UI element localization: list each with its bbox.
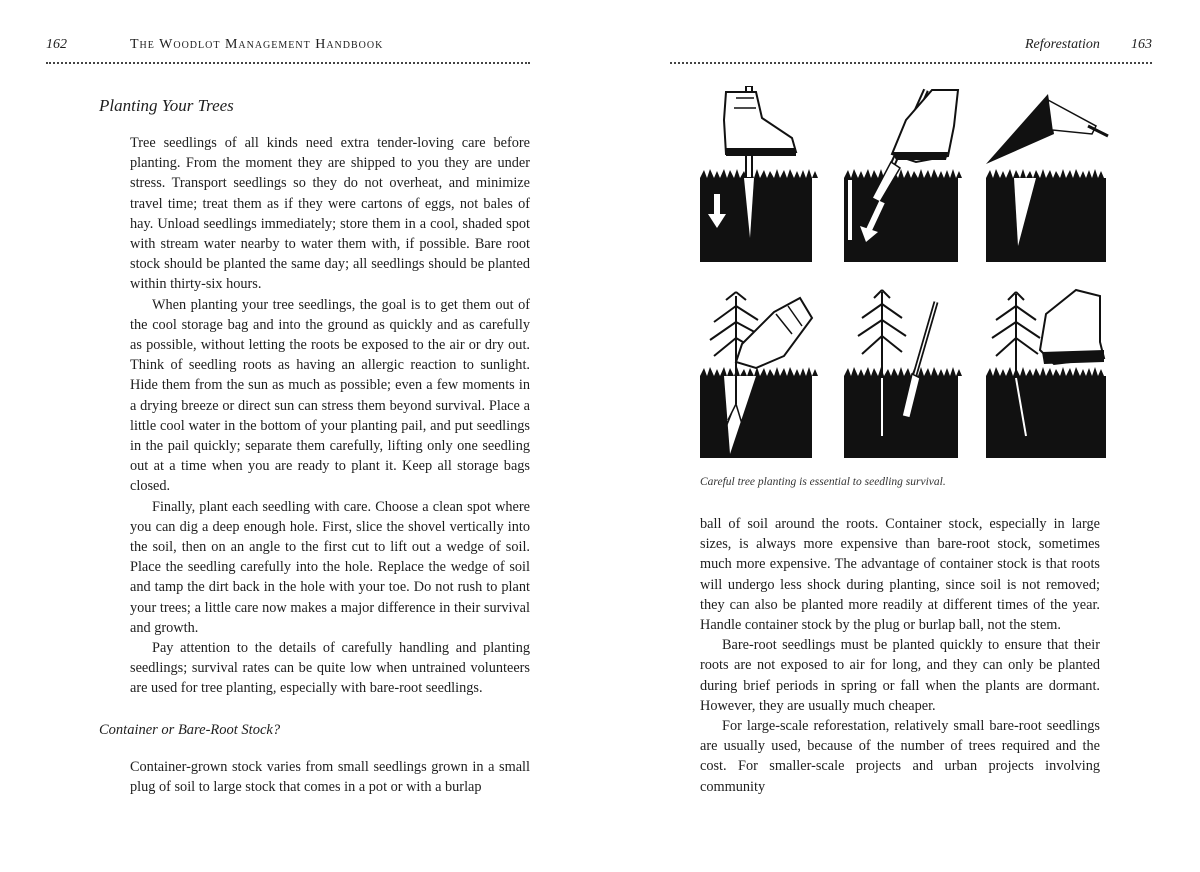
body-text-right (700, 514, 1100, 797)
paragraph: Container-grown stock varies from small seedlings grown in a small plug of soil to large stock that comes in a pot or with a burlap (130, 759, 530, 796)
paragraph: ball of soil around the roots. Container stock, especially in large sizes, is always more expensive than bare-root stock, sometimes much more expensive. The advantage of container stock is that roots will undergo less shock during planting, since soil is not removed; they can also be planted more readily at different times of the year. Handle container stock by the plug or burlap ball, not the stem. (700, 516, 1100, 634)
running-head-right: Reforestation (1025, 37, 1100, 52)
subheading: Container or Bare-Root Stock? (99, 722, 281, 738)
paragraph: Pay attention to the details of carefully handling and planting seedlings; survival rates can be quite low when untrained volunteers are used for tree planting, especially with bare-root seedlings. (130, 640, 530, 697)
right-page (600, 0, 1200, 872)
paragraph: Finally, plant each seedling with care. Choose a clean spot where you can dig a deep enough hole. First, slice the shovel vertically into the soil, then on an angle to the first cut to lift out a wedge of soil. Place the seedling carefully into the hole. Replace the wedge of soil and tamp the dirt back in the hole with your toe. Do not rush to plant your trees; a little care now makes a major difference in their survival and growth. (130, 498, 530, 636)
panel-placing-seedling (700, 292, 820, 458)
running-head-left: The Woodlot Management Handbook (130, 37, 384, 52)
body-text-left-sub (130, 757, 530, 797)
panel-tamping (986, 290, 1106, 458)
paragraph: Bare-root seedlings must be planted quickly to ensure that their roots are not exposed to air for long, and they can only be planted during brief periods in spring or fall when the plants are dormant. However, they are usually much cheaper. (700, 637, 1100, 714)
page-number-right: 163 (1131, 37, 1152, 52)
panel-wedge-lifted (986, 94, 1108, 262)
header-rule-left (46, 62, 530, 64)
section-heading: Planting Your Trees (99, 96, 234, 115)
panel-angled-cut (844, 90, 964, 262)
paragraph: For large-scale reforestation, relatively small bare-root seedlings are usually used, because of the number of trees required and the cost. For smaller-scale projects and urban projects involving community (700, 718, 1100, 795)
paragraph: Tree seedlings of all kinds need extra tender-loving care before planting. From the moment they are shipped to you they are under stress. Transport seedlings so they do not overheat, and minimize travel time; treat them as if they were cartons of eggs, not bales of hay. Unload seedlings immediately; store them in a cool, shaded spot with stream water nearby to water them with, if possible. Bare root stock should be planted the same day; all seedlings should be planted within thirty-six hours. (130, 135, 530, 293)
figure-caption: Careful tree planting is essential to seedling survival. (700, 476, 946, 488)
page-number-left: 162 (46, 37, 67, 52)
header-rule-right (670, 62, 1152, 64)
planting-illustration (696, 86, 1116, 462)
paragraph: When planting your tree seedlings, the goal is to get them out of the cool storage bag and into the ground as quickly and as carefully as possible, without letting the roots be exposed to the air or dry out. Think of seedling roots as having an allergic reaction to sunlight. Hide them from the sun as much as possible; even a few moments in a drying breeze or direct sun can stress them beyond survival. Place a little cool water in the bottom of your planting pail, and put seedlings in the pail quickly; separate them carefully, lifting only one seedling out at a time when you are ready to plant it. Keep all storage bags closed. (130, 296, 530, 495)
panel-vertical-cut (700, 86, 820, 262)
body-text-left (130, 133, 530, 699)
panel-seedling-shovel (844, 290, 964, 458)
